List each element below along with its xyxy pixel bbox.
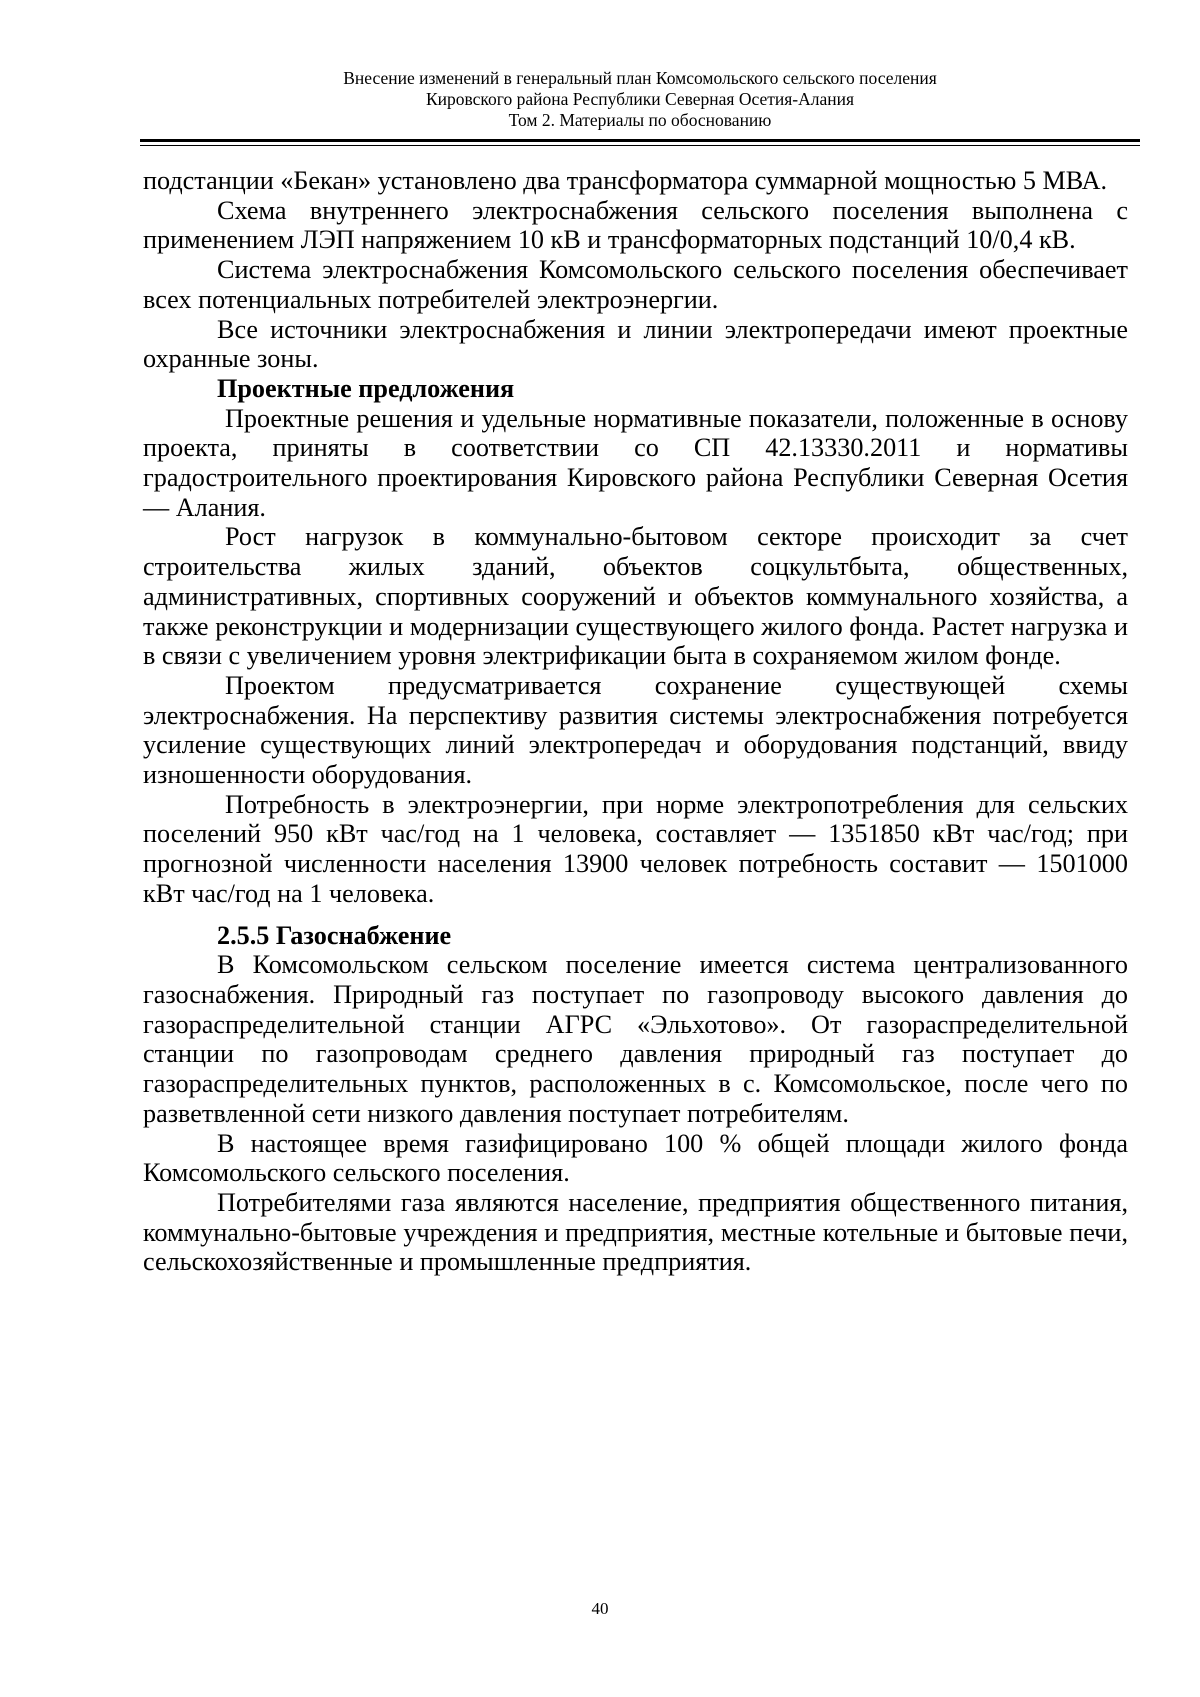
page-number: 40	[591, 1599, 609, 1618]
paragraph-power-system-coverage: Система электроснабжения Комсомольского сельского поселения обеспечивает всех потенциальных потребителей электроэнергии.	[143, 255, 1128, 314]
paragraph-internal-power-scheme: Схема внутреннего электроснабжения сельского поселения выполнена с применением ЛЭП напряжением 10 кВ и трансформаторных подстанций 10/0,4 кВ.	[143, 195, 1128, 255]
paragraph-protection-zones: Все источники электроснабжения и линии электропередачи имеют проектные охранные зоны.	[143, 314, 1128, 374]
header-line-2: Кировского района Республики Северная Осетия-Алания	[425, 89, 855, 109]
paragraph-gas-system: В Комсомольском сельском поселение имеется система централизованного газоснабжения. Природный газ поступает по газопроводу высокого давления до газораспределительной станции АГРС «Эльхотово». От газораспределительной станции по газопроводам среднего давления природный газ поступает до газораспределительных пунктов, расположенных в с. Комсомольское, после чего по разветвленной сети низкого давления поступает потребителям.	[143, 950, 1128, 1128]
paragraph-gas-consumers: Потребителями газа являются население, предприятия общественного питания, коммунально-бытовые учреждения и предприятия, местные котельные и бытовые печи, сельскохозяйственные и промышленные предприятия.	[143, 1187, 1128, 1277]
header-line-3: Том 2. Материалы по обоснованию	[508, 110, 772, 130]
document-body	[143, 166, 1128, 1277]
paragraph-electricity-demand: Потребность в электроэнергии, при норме электропотребления для сельских поселений 950 кВт час/год на 1 человека, составляет — 1351850 кВт час/год; при прогнозной численности населения 13900 человек потребность составит — 1501000 кВт час/год на 1 человека.	[143, 789, 1128, 908]
header-line-1: Внесение изменений в генеральный план Комсомольского сельского поселения	[343, 68, 937, 88]
section-heading-project-proposals: Проектные предложения	[217, 373, 515, 403]
header-rule-thick	[140, 139, 1140, 142]
paragraph-substation-transformers: подстанции «Бекан» установлено два трансформатора суммарной мощностью 5 МВА.	[143, 166, 1108, 195]
paragraph-gasification-level: В настоящее время газифицировано 100 % общей площади жилого фонда Комсомольского сельского поселения.	[143, 1128, 1128, 1188]
running-header	[140, 68, 1140, 131]
section-heading-gas-supply: 2.5.5 Газоснабжение	[217, 920, 452, 950]
header-rule-thin	[140, 145, 1140, 146]
paragraph-load-growth: Рост нагрузок в коммунально-бытовом секторе происходит за счет строительства жилых зданий, объектов соцкультбыта, общественных, административных, спортивных сооружений и объектов коммунального хозяйства, а также реконструкции и модернизации существующего жилого фонда. Растет нагрузка и в связи с увеличением уровня электрификации быта в сохраняемом жилом фонде.	[143, 522, 1128, 671]
paragraph-design-standards: Проектные решения и удельные нормативные показатели, положенные в основу проекта, приняты в соответствии со СП 42.13330.2011 и нормативы градостроительного проектирования Кировского района Республики Северная Осетия — Алания.	[143, 403, 1128, 522]
paragraph-scheme-preservation: Проектом предусматривается сохранение существующей схемы электроснабжения. На перспективу развития системы электроснабжения потребуется усиление существующих линий электропередач и оборудования подстанций, ввиду изношенности оборудования.	[143, 670, 1128, 790]
